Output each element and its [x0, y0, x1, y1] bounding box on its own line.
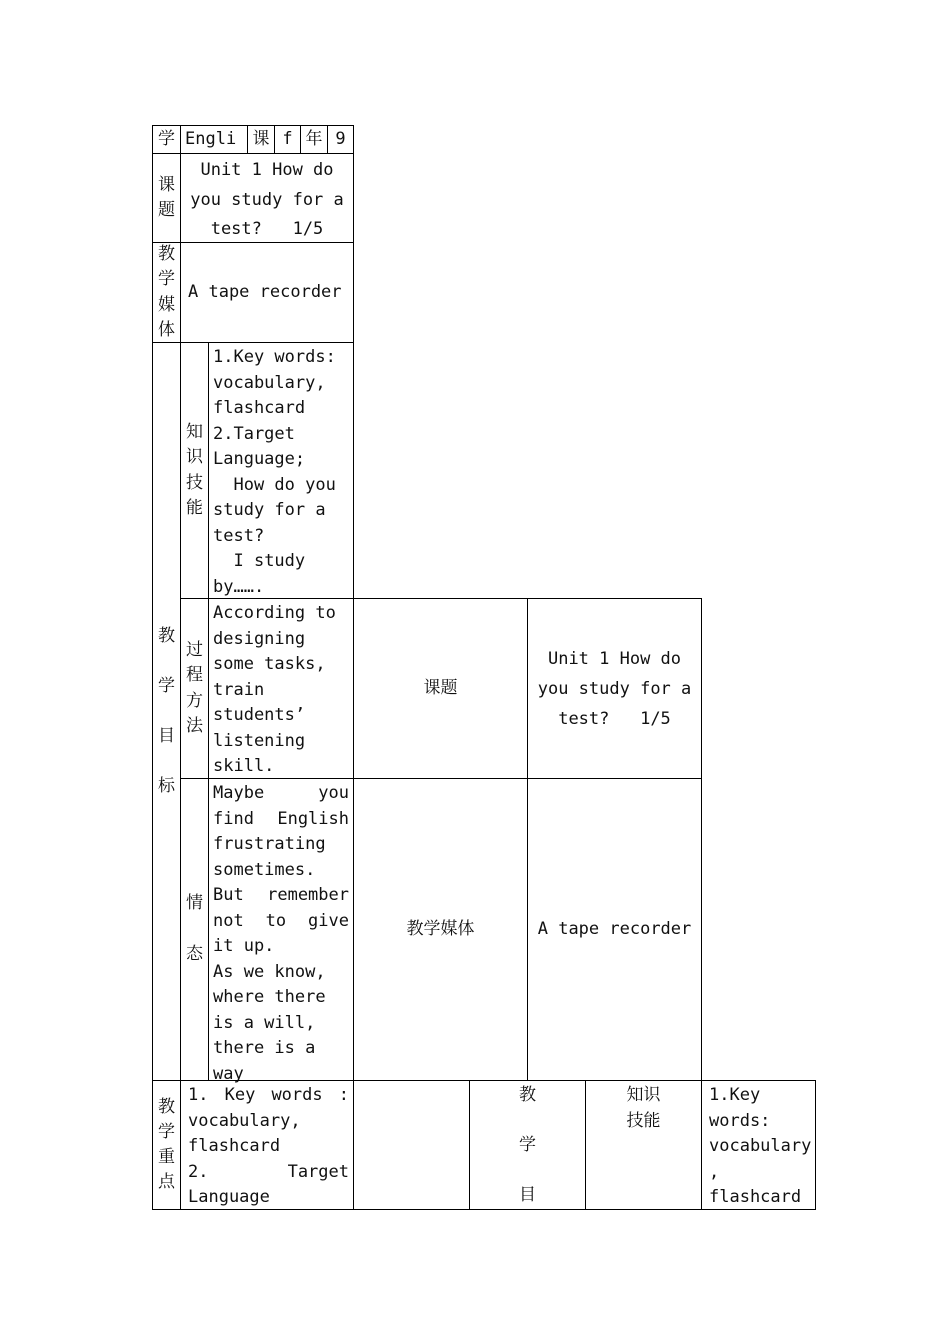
media-label: 教 学 媒 体	[152, 242, 181, 343]
knowledge-skills-label: 知 识 技 能	[180, 342, 209, 599]
nested-media-value: A tape recorder	[527, 778, 702, 1081]
subject-value: Engli	[180, 125, 248, 154]
bottom-knowledge-label: 知识 技能	[585, 1080, 702, 1210]
key-points-value: 1. Key words : vocabulary, flashcard 2. Target Language	[180, 1080, 354, 1210]
lesson-label: 课	[247, 125, 275, 154]
nested-media-label: 教学媒体	[353, 778, 528, 1081]
grade-value: 9	[327, 125, 354, 154]
objectives-label: 教 学 目 标	[152, 342, 181, 1081]
topic-value: Unit 1 How do you study for a test? 1/5	[180, 153, 354, 243]
process-method-value: According to designing some tasks, train students’ listening skill.	[208, 598, 354, 779]
lesson-value: f	[274, 125, 301, 154]
subject-label: 学	[152, 125, 181, 154]
nested-topic-label: 课题	[353, 598, 528, 779]
process-method-label: 过 程 方 法	[180, 598, 209, 779]
emotion-attitude-label: 情 态	[180, 778, 209, 1081]
nested-topic-value: Unit 1 How do you study for a test? 1/5	[527, 598, 702, 779]
emotion-attitude-value: Maybe you find English frustrating sometimes. But remember not to give it up. As we know, where there is a will, there is a way	[208, 778, 354, 1081]
bottom-objectives-label: 教 学 目	[469, 1080, 586, 1210]
grade-label: 年	[300, 125, 328, 154]
bottom-knowledge-value: 1.Key words: vocabulary , flashcard	[701, 1080, 816, 1210]
topic-label: 课 题	[152, 153, 181, 243]
knowledge-skills-value: 1.Key words: vocabulary, flashcard 2.Target Language; How do you study for a test? I study by…….	[208, 342, 354, 599]
empty-cell	[353, 1080, 470, 1210]
key-points-label: 教 学 重 点	[152, 1080, 181, 1210]
media-value: A tape recorder	[180, 242, 354, 343]
